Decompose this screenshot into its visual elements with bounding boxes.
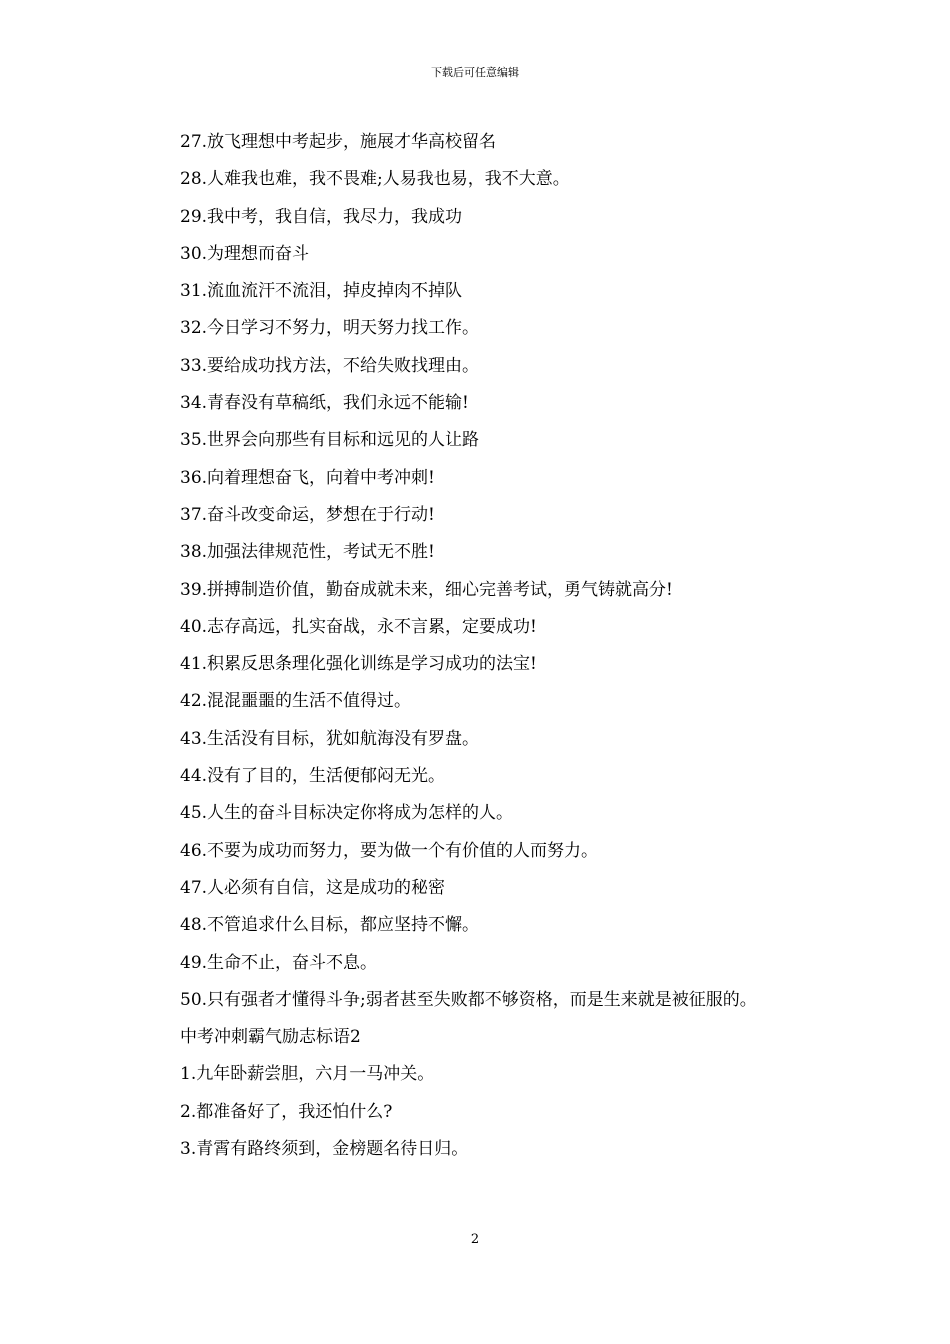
paragraph-31: 31.流血流汗不流泪，掉皮掉肉不掉队 [180, 281, 463, 302]
paragraph-38: 38.加强法律规范性，考试无不胜! [180, 542, 435, 563]
paragraph-27: 27.放飞理想中考起步，施展才华高校留名 [180, 132, 497, 152]
paragraph-35: 35.世界会向那些有目标和远见的人让路 [180, 430, 480, 451]
paragraph-49: 49.生命不止，奋斗不息。 [180, 952, 378, 973]
paragraph-39: 39.拼搏制造价值，勤奋成就未来，细心完善考试，勇气铸就高分! [180, 579, 673, 600]
paragraph-50: 50.只有强者才懂得斗争;弱者甚至失败都不够资格，而是生来就是被征服的。 [180, 989, 757, 1010]
paragraph-s2-2: 2.都准备好了，我还怕什么? [180, 1101, 393, 1122]
paragraph-40: 40.志存高远，扎实奋战，永不言累，定要成功! [180, 616, 537, 637]
paragraph-47: 47.人必须有自信，这是成功的秘密 [180, 877, 446, 898]
paragraph-42: 42.混混噩噩的生活不值得过。 [180, 691, 412, 712]
paragraph-43: 43.生活没有目标，犹如航海没有罗盘。 [180, 728, 480, 749]
paragraph-37: 37.奋斗改变命运，梦想在于行动! [180, 504, 435, 525]
paragraph-45: 45.人生的奋斗目标决定你将成为怎样的人。 [180, 803, 514, 824]
paragraph-44: 44.没有了目的，生活便郁闷无光。 [180, 766, 446, 787]
paragraph-46: 46.不要为成功而努力，要为做一个有价值的人而努力。 [180, 840, 599, 861]
document-body [144, 124, 810, 1168]
paragraph-32: 32.今日学习不努力，明天努力找工作。 [180, 318, 480, 339]
page-number: 2 [470, 1232, 480, 1247]
paragraph-36: 36.向着理想奋飞，向着中考冲刺! [180, 467, 435, 488]
paragraph-34: 34.青春没有草稿纸，我们永远不能输! [180, 393, 469, 414]
paragraph-41: 41.积累反思条理化强化训练是学习成功的法宝! [180, 654, 537, 675]
paragraph-30: 30.为理想而奋斗 [180, 243, 310, 264]
paragraph-s2-1: 1.九年卧薪尝胆，六月一马冲关。 [180, 1064, 435, 1085]
paragraph-s2-3: 3.青霄有路终须到，金榜题名待日归。 [180, 1139, 469, 1160]
paragraph-48: 48.不管追求什么目标，都应坚持不懈。 [180, 915, 480, 936]
section-heading: 中考冲刺霸气励志标语2 [180, 1027, 361, 1048]
page-header: 下载后可任意编辑 [431, 66, 519, 79]
paragraph-28: 28.人难我也难，我不畏难;人易我也易，我不大意。 [180, 169, 570, 190]
paragraph-33: 33.要给成功找方法，不给失败找理由。 [180, 355, 480, 376]
paragraph-29: 29.我中考，我自信，我尽力，我成功 [180, 206, 463, 227]
